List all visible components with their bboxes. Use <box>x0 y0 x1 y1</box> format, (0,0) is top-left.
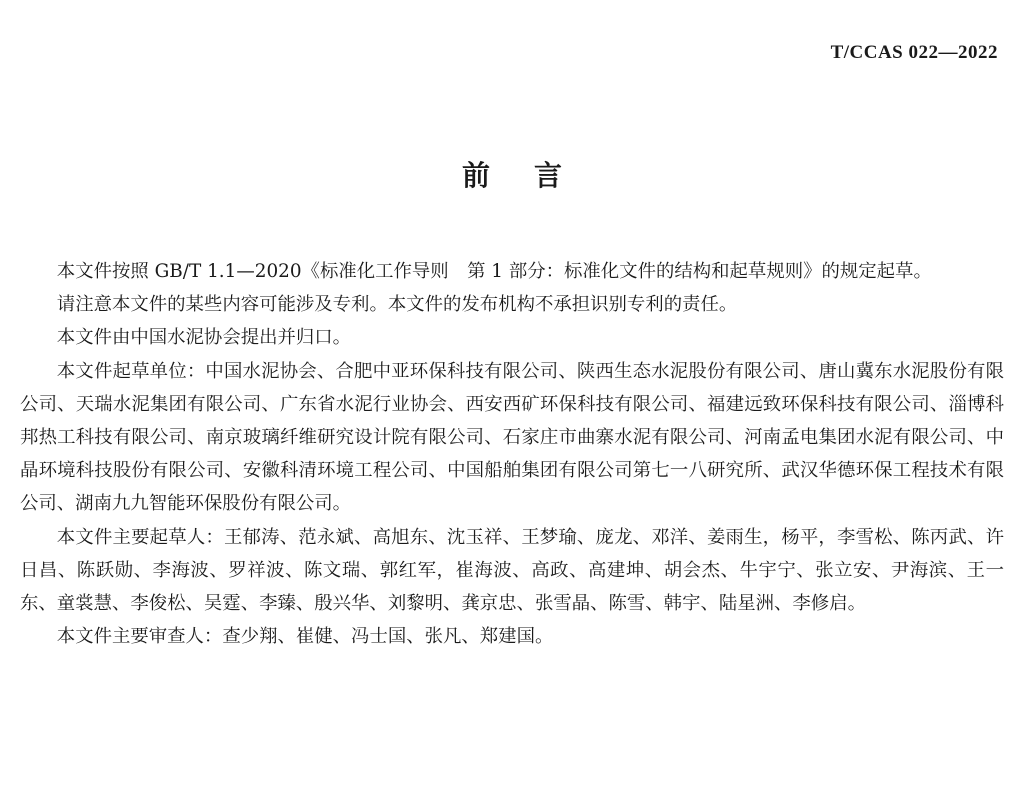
page-title: 前言 <box>461 159 606 192</box>
paragraph-proposer: 本文件由中国水泥协会提出并归口。 <box>56 327 352 349</box>
paragraph-drafting-rules: 本文件按照 GB/T 1.1—2020《标准化工作导则 第 1 部分：标准化文件的结构和起草规则》的规定起草。 <box>56 261 932 282</box>
paragraph-patent-notice: 请注意本文件的某些内容可能涉及专利。本文件的发布机构不承担识别专利的责任。 <box>56 294 738 316</box>
document-code: T/CCAS 022—2022 <box>830 42 998 63</box>
paragraph-main-reviewers: 本文件主要审查人：查少翔、崔健、冯士国、张凡、郑建国。 <box>56 626 554 648</box>
preface-body <box>20 255 1004 653</box>
paragraph-main-drafters: 本文件主要起草人：王郁涛、范永斌、高旭东、沈玉祥、王梦瑜、庞龙、邓洋、姜雨生，杨平，李雪松、陈丙武、许日昌、陈跃勋、李海波、罗祥波、陈文瑞、郭红军，崔海波、高政、高建坤、胡会杰、牛宇宁、张立安、尹海滨、王一东、童裳慧、李俊松、吴霆、李臻、殷兴华、刘黎明、龚京忠、张雪晶、陈雪、韩宇、陆星洲、李修启。 <box>20 526 1004 615</box>
paragraph-drafting-units: 本文件起草单位：中国水泥协会、合肥中亚环保科技有限公司、陕西生态水泥股份有限公司、唐山冀东水泥股份有限公司、天瑞水泥集团有限公司、广东省水泥行业协会、西安西矿环保科技有限公司、福建远致环保科技有限公司、淄博科邦热工科技有限公司、南京玻璃纤维研究设计院有限公司、石家庄市曲寨水泥有限公司、河南孟电集团水泥有限公司、中晶环境科技股份有限公司、安徽科清环境工程公司、中国船舶集团有限公司第七一八研究所、武汉华德环保工程技术有限公司、湖南九九智能环保股份有限公司。 <box>20 360 1004 515</box>
